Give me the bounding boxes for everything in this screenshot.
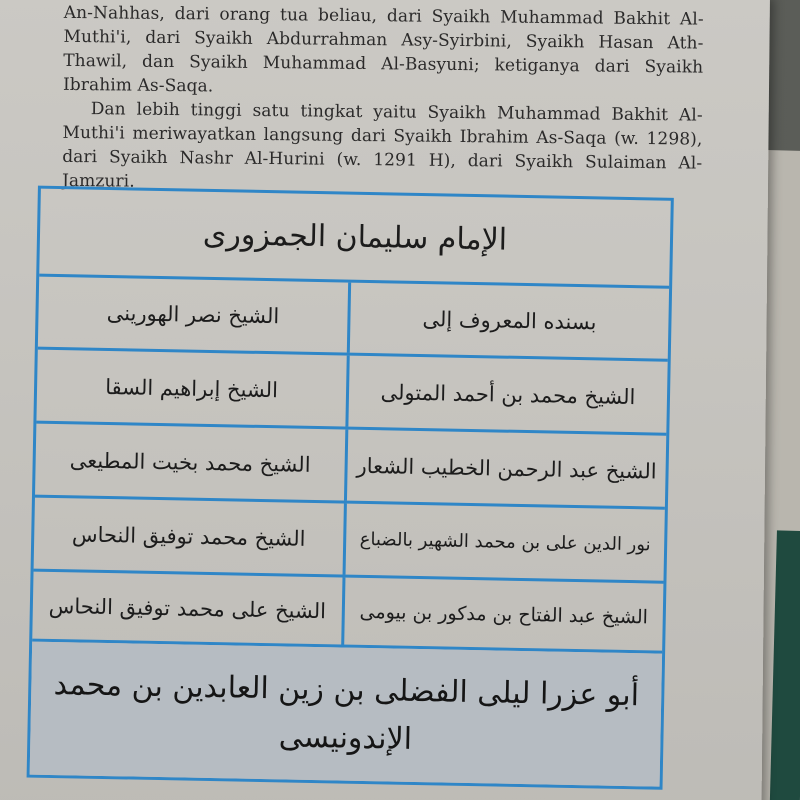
table-header-row [39,189,671,289]
sanad-table [27,186,674,790]
table-cell-right: نور الدين على بن محمد الشهير بالضباع [359,528,651,556]
table-cell-left: الشيخ محمد بخيت المطيعى [35,424,348,501]
table-cell-right: الشيخ محمد بن أحمد المتولى [380,379,636,409]
table-row [34,498,665,584]
paragraph-2 [62,97,703,200]
book-cover-edge [769,530,800,800]
paragraph-1 [63,1,704,104]
table-cell-left: الشيخ نصر الهورينى [38,277,351,353]
table-cell-left: الشيخ إبراهيم السقا [36,350,349,427]
table-cell-right: الشيخ عبد الفتاح بن مدكور بن بيومى [359,600,649,628]
table-cell-left: الشيخ محمد توفيق النحاس [34,498,347,575]
paragraph-2-text: Dan lebih tinggi satu tingkat yaitu Syaikh Muhammad Bakhit Al-Muthi'i meriwayatkan langsung dari Syaikh Ibrahim As-Saqa (w. 1298), dari Syaikh Nashr Al-Hurini (w. 1291 H), dari Syaikh Sulaiman Al-Jamzuri. [61,99,703,192]
table-row [36,350,667,436]
paragraph-1-text: An-Nahhas, dari orang tua beliau, dari Syaikh Muhammad Bakhit Al-Muthi'i, dari Syaikh Abdurrahman Asy-Syirbini, Syaikh Hasan Ath-Thawil, dan Syaikh Muhammad Al-Basyuni; ketiganya dari Syaikh Ibrahim As-Saqa. [62,2,704,97]
footer-name-line-1: أبو عزرا ليلى الفضلى بن زين العابدين بن محمد [53,666,640,713]
footer-name-line-2: الإندونيسى [278,718,413,757]
table-cell-right: بسنده المعروف إلى [422,307,597,335]
table-row [38,277,669,362]
table-footer-row [30,642,662,787]
table-header-cell: الإمام سليمان الجمزورى [202,216,508,258]
table-cell-right: الشيخ عبد الرحمن الخطيب الشعار [356,453,657,484]
table-row [32,572,663,654]
table-cell-left: الشيخ على محمد توفيق النحاس [32,572,345,645]
table-row [35,424,666,510]
